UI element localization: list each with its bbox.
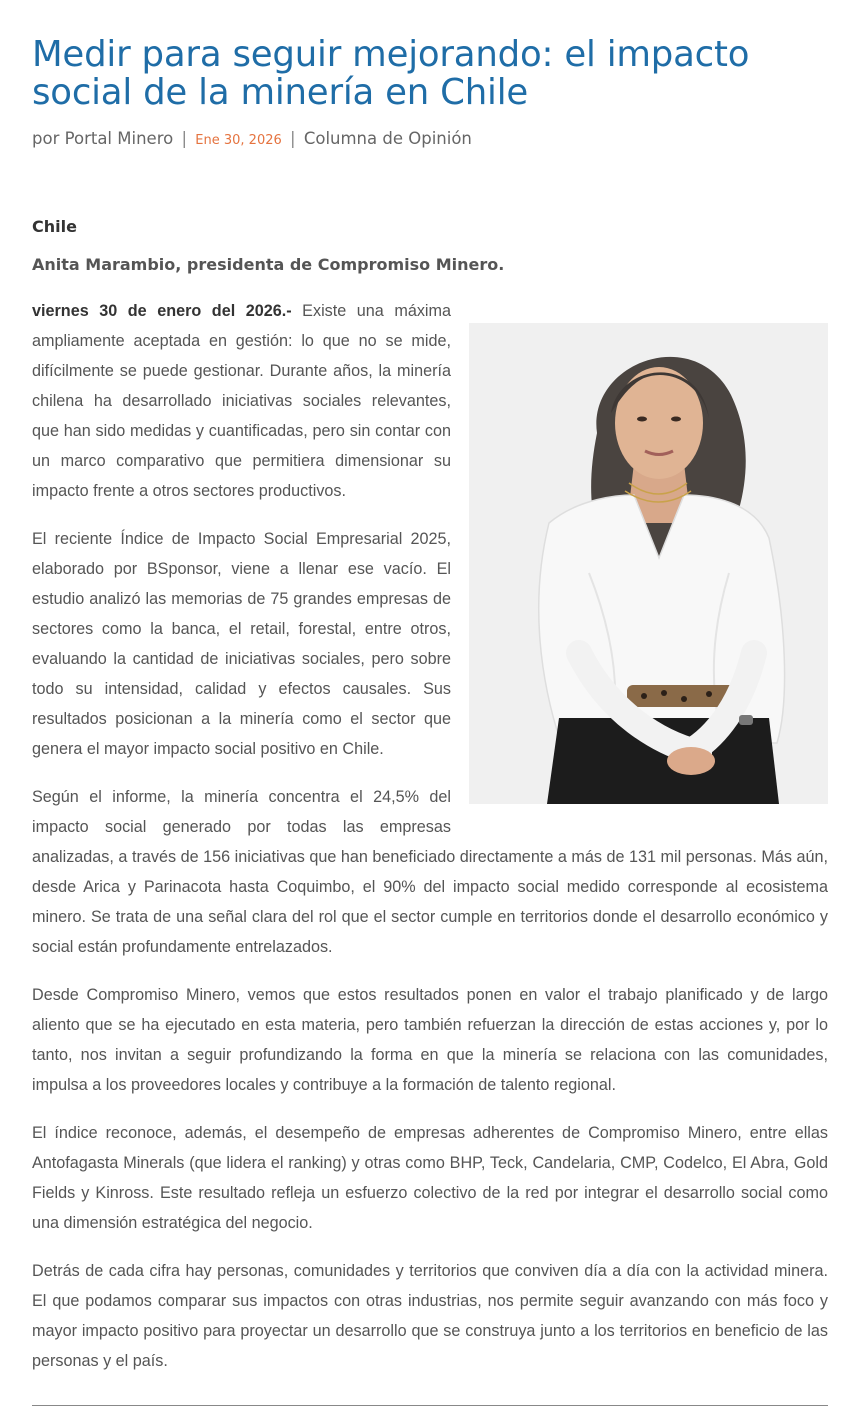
category-link[interactable]: Columna de Opinión	[303, 129, 472, 148]
portrait-illustration	[469, 323, 828, 804]
article	[32, 0, 828, 1370]
bottom-divider	[32, 1405, 828, 1406]
meta-separator: |	[181, 129, 188, 148]
paragraph-3: Según el informe, la minería concentra el 24,5% del impacto social generado por todas las empresas analizadas, a través de 156 iniciativas que han beneficiado directamente a más de 131 mil personas. Más aún, desde Arica y Parinacota hasta Coquimbo, el 90% del impacto social medido corresponde al ecosistema minero. Se trata de una señal clara del rol que el sector cumple en territorios donde el desarrollo económico y social están profundamente entrelazados.	[32, 788, 828, 956]
article-title: Medir para seguir mejorando: el impacto social de la minería en Chile	[32, 34, 750, 113]
lead-date: viernes 30 de enero del 2026.-	[32, 302, 292, 320]
article-meta	[32, 128, 828, 152]
meta-prefix: por	[32, 129, 60, 148]
author-link[interactable]: Portal Minero	[64, 129, 174, 148]
paragraph-4: Desde Compromiso Minero, vemos que estos resultados ponen en valor el trabajo planificado y de largo aliento que se ha ejecutado en esta materia, pero también refuerzan la dirección de estas acciones y, por lo tanto, nos invitan a seguir profundizando la forma en que la minería se relaciona con las comunidades, impulsa a los proveedores locales y contribuye a la formación de talento regional.	[32, 986, 828, 1094]
paragraph-5: El índice reconoce, además, el desempeño de empresas adherentes de Compromiso Minero, entre ellas Antofagasta Minerals (que lidera el ranking) y otras como BHP, Teck, Candelaria, CMP, Codelco, El Abra, Gold Fields y Kinross. Este resultado refleja un esfuerzo colectivo de la red por integrar el desarrollo social como una dimensión estratégica del negocio.	[32, 1124, 828, 1232]
article-kicker: Chile	[32, 217, 77, 236]
paragraph-1-text: Existe una máxima ampliamente aceptada en gestión: lo que no se mide, difícilmente se puede gestionar. Durante años, la minería chilena ha desarrollado iniciativas sociales relevantes, que han sido medidas y cuantificadas, pero sin contar con un marco comparativo que permitiera dimensionar su impacto frente a otros sectores productivos.	[32, 302, 451, 500]
paragraph-6: Detrás de cada cifra hay personas, comunidades y territorios que conviven día a día con la actividad minera. El que podamos comparar sus impactos con otras industrias, nos permite seguir avanzando con más foco y mayor impacto positivo para proyectar un desarrollo que se construya junto a los territorios en beneficio de las personas y el país.	[32, 1262, 828, 1370]
article-body	[32, 296, 828, 1394]
article-byline: Anita Marambio, presidenta de Compromiso Minero.	[32, 255, 505, 274]
meta-separator-2: |	[290, 129, 296, 148]
paragraph-2: El reciente Índice de Impacto Social Empresarial 2025, elaborado por BSponsor, viene a llenar ese vacío. El estudio analizó las memorias de 75 grandes empresas de sectores como la banca, el retail, forestal, entre otros, evaluando la cantidad de iniciativas sociales, pero sobre todo su intensidad, calidad y efectos causales. Sus resultados posicionan a la minería como el sector que genera el mayor impacto social positivo en Chile.	[32, 530, 451, 758]
author-portrait	[469, 323, 828, 804]
publish-date: Ene 30, 2026	[195, 133, 282, 148]
